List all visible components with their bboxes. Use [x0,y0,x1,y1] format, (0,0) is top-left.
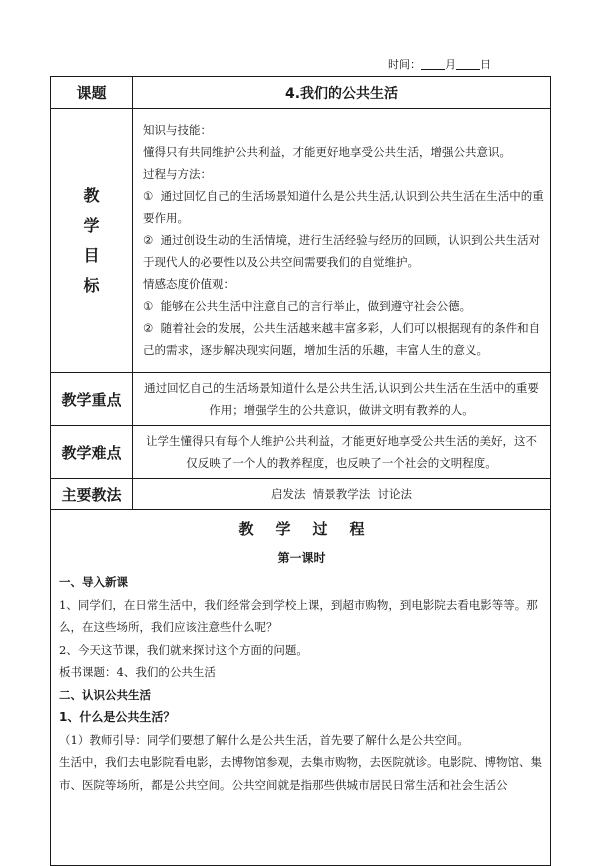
difficulties-label: 教学难点 [51,426,133,479]
month-blank[interactable] [421,59,445,70]
item-number: ① [143,299,154,313]
key-points-text: 通过回忆自己的生活场景知道什么是公共生活,认识到公共生活在生活中的重要作用；增强学生的公共意识，做讲文明有教养的人。 [133,373,551,426]
date-line [388,56,491,72]
item-text: 通过创设生动的生活情境，进行生活经验与经历的回顾，认识到公共生活对于现代人的必要性以及公共空间需要我们的自觉维护。 [143,233,541,269]
emotion-item [143,317,544,361]
paragraph: 生活中，我们去电影院看电影，去博物馆参观，去集市购物，去医院就诊。电影院、博物馆、集市、医院等场所，都是公共空间。公共空间就是指那些供城市居民日常生活和社会生活公 [59,755,542,792]
section-heading: 二、认识公共生活 [59,687,151,702]
process-item [143,229,544,273]
item-text: 通过回忆自己的生活场景知道什么是公共生活,认识到公共生活在生活中的重要作用。 [143,189,544,225]
lesson-plan-sheet [50,76,550,866]
sub-heading: 1、什么是公共生活？ [59,710,176,724]
methods-label: 主要教法 [51,479,133,510]
knowledge-text: 懂得只有共同维护公共利益，才能更好地享受公共生活，增强公共意识。 [143,145,511,159]
item-text: 能够在公共生活中注意自己的言行举止，做到遵守社会公德。 [160,299,472,313]
date-month: 月 [445,58,456,71]
objectives-content [133,109,551,373]
objectives-row [51,109,551,373]
process-content [51,510,551,866]
methods-row [51,479,551,510]
day-blank[interactable] [456,59,480,70]
board-title: 板书课题：4、我们的公共生活 [59,665,216,679]
process-heading: 过程与方法： [143,167,212,181]
topic-row [51,77,551,109]
paragraph: （1）教师引导：同学们要想了解什么是公共生活，首先要了解什么是公共空间。 [59,732,469,747]
methods-text: 启发法 情景教学法 讨论法 [133,479,551,510]
key-points-label: 教学重点 [51,373,133,426]
knowledge-heading: 知识与技能： [143,123,212,137]
date-day: 日 [480,58,491,71]
item-number: ① [143,189,154,203]
objectives-label-char: 标 [83,275,100,295]
process-item [143,185,544,229]
key-points-row [51,373,551,426]
paragraph: 2、今天这节课，我们就来探讨这个方面的问题。 [59,642,308,657]
emotion-heading: 情感态度价值观： [143,277,235,291]
difficulties-text: 让学生懂得只有每个人维护公共利益，才能更好地享受公共生活的美好，这不仅反映了一个人的教养程度，也反映了一个社会的文明程度。 [133,426,551,479]
item-text: 随着社会的发展，公共生活越来越丰富多彩，人们可以根据现有的条件和自己的需求，逐步解决现实问题，增加生活的乐趣，丰富人生的意义。 [143,321,541,357]
period-label: 第一课时 [277,550,326,565]
date-prefix: 时间： [388,58,421,71]
emotion-item [143,295,544,317]
section-heading: 一、导入新课 [59,575,128,589]
item-number: ② [143,321,154,335]
difficulties-row [51,426,551,479]
objectives-label-char: 学 [83,215,100,235]
topic-title: 4.我们的公共生活 [133,77,551,109]
topic-label: 课题 [51,77,133,109]
lesson-plan-table [50,76,551,866]
objectives-label-char: 目 [83,245,100,265]
process-row [51,510,551,866]
objectives-label-char: 教 [83,185,100,205]
item-number: ② [143,233,154,247]
objectives-label [51,109,133,373]
paragraph: 1、同学们，在日常生活中，我们经常会到学校上课，到超市购物，到电影院去看电影等等。那么，在这些场所，我们应该注意些什么呢？ [59,597,538,634]
process-title: 教学过程 [238,520,387,538]
